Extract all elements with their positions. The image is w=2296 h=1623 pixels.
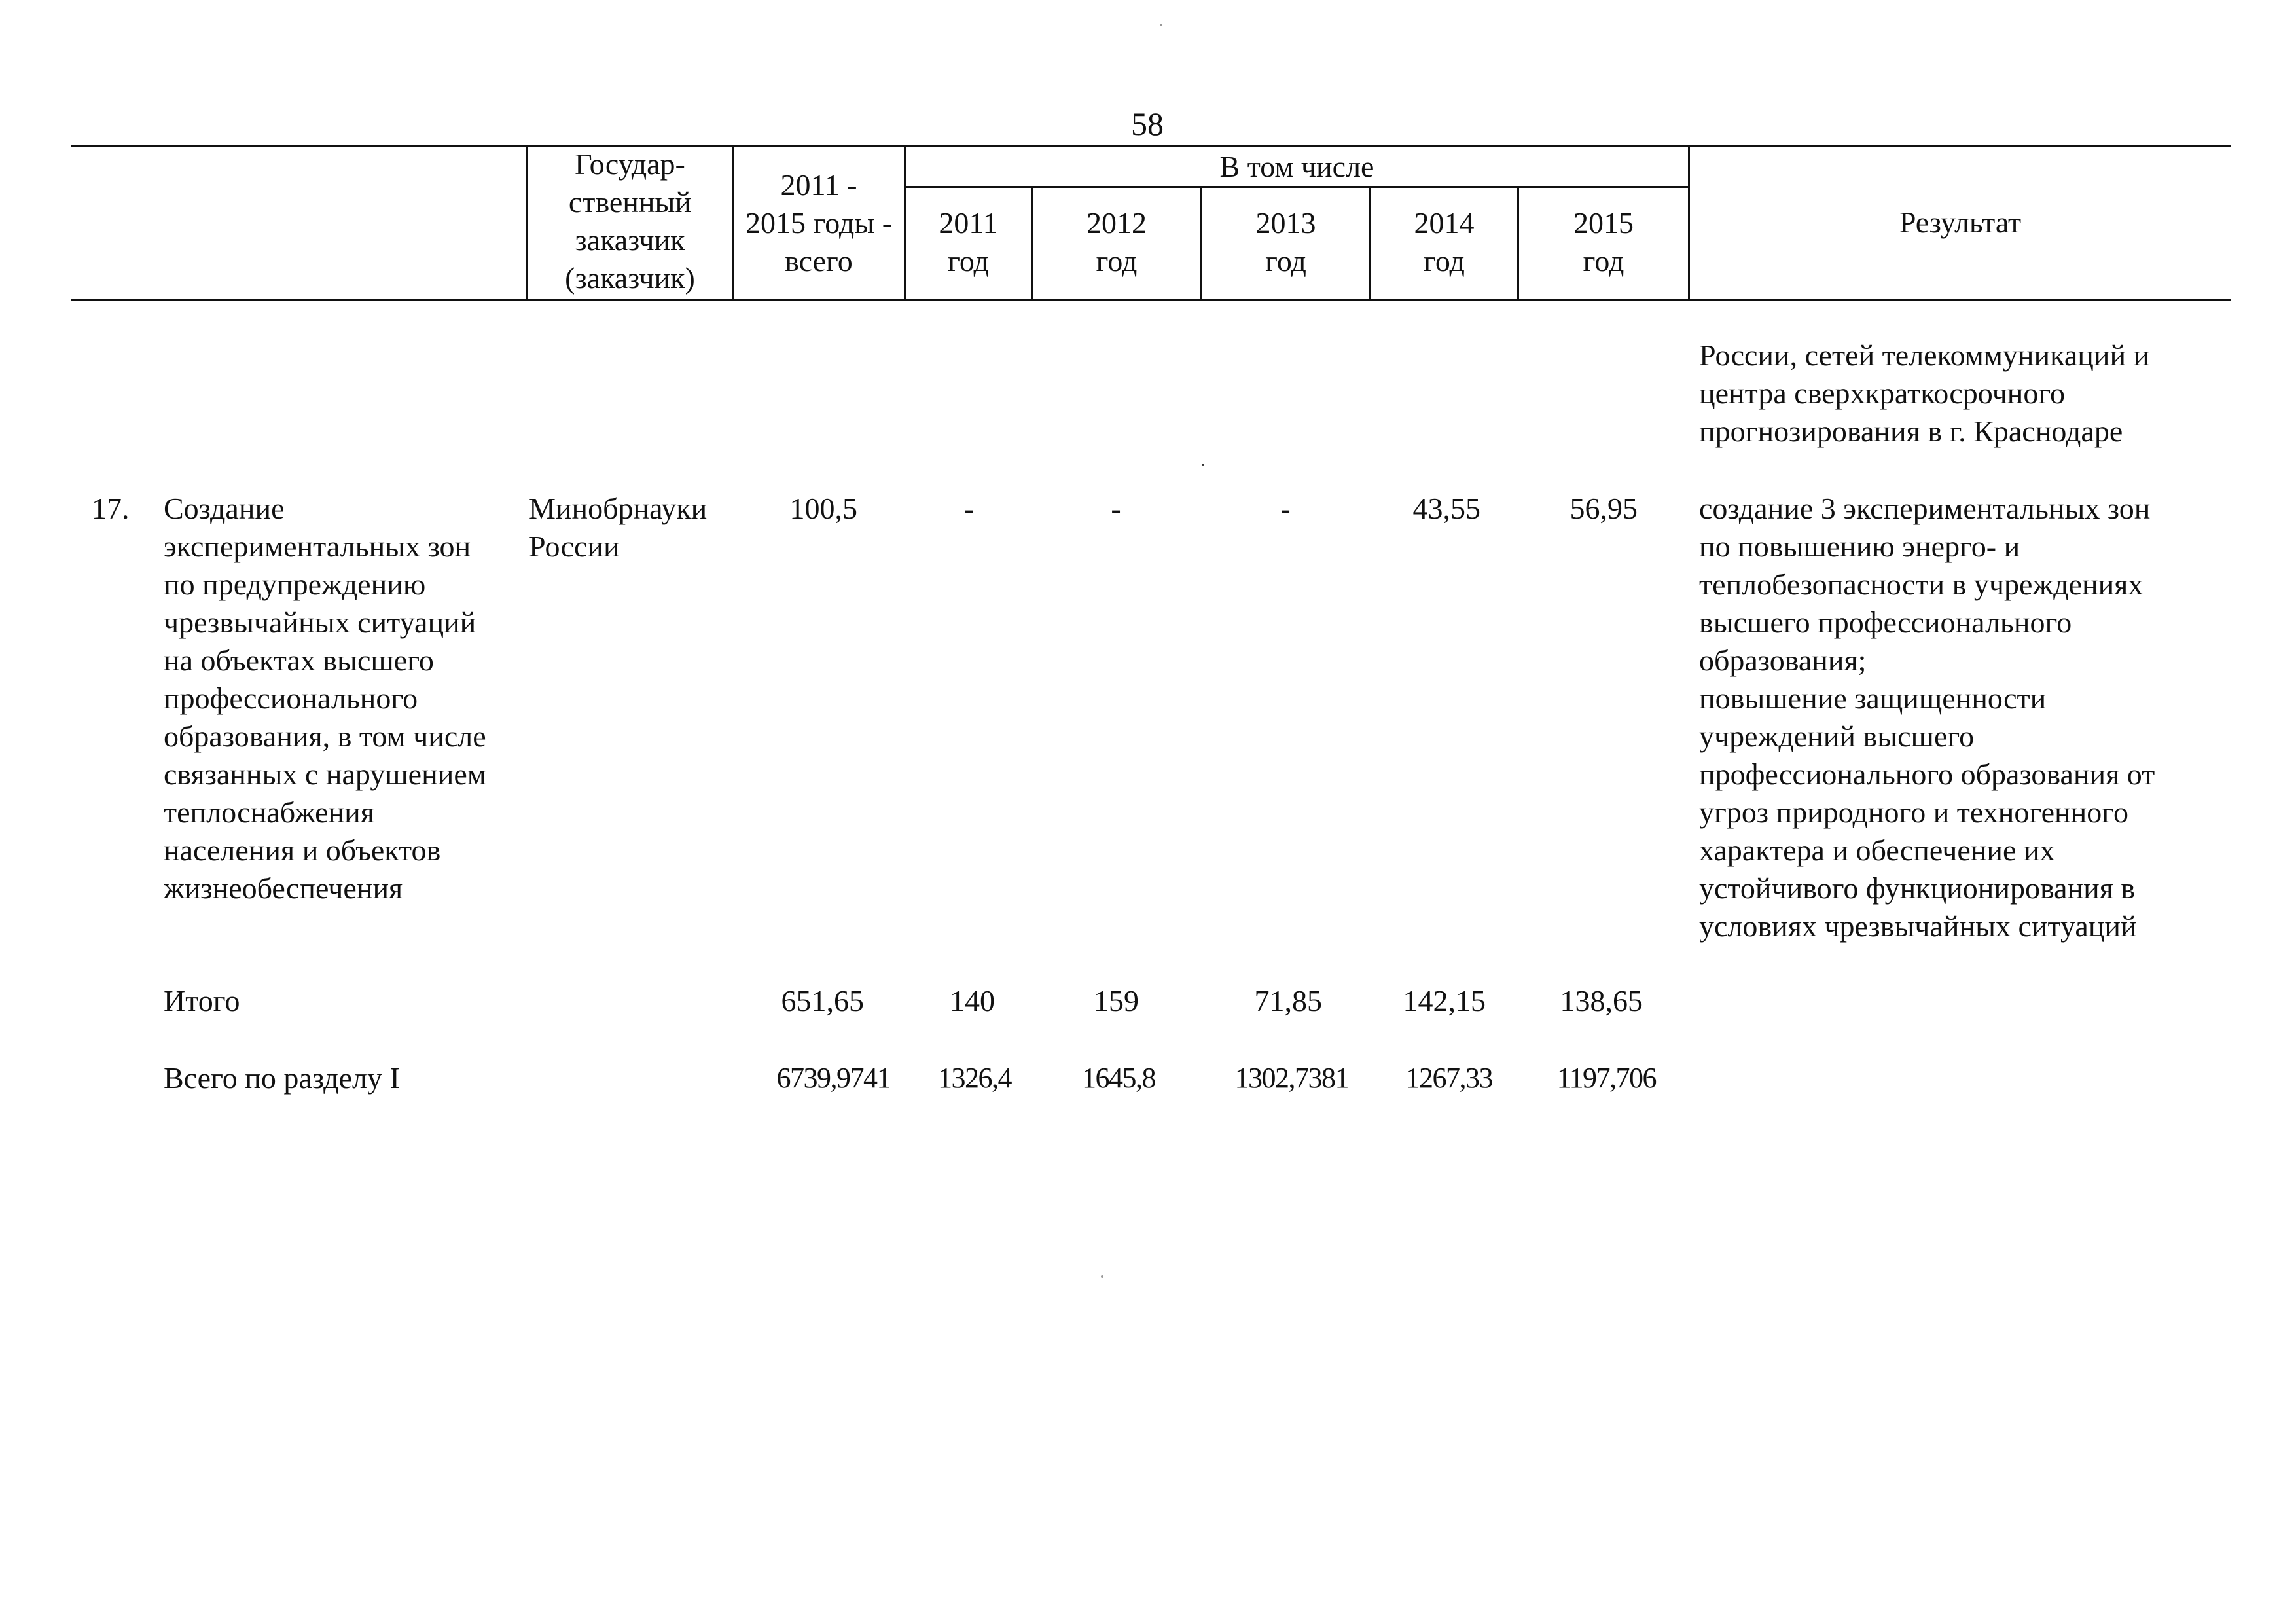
itogo-label: Итого [164,984,240,1017]
vsego-2011: 1326,4 [938,1062,1011,1094]
vsego-2015: 1197,706 [1556,1062,1656,1094]
row-17-total: 100,5 [789,492,857,525]
vsego-2014: 1267,33 [1405,1062,1492,1094]
itogo-total: 651,65 [781,984,864,1017]
itogo-2011: 140 [950,984,995,1017]
row-17-number: 17. [92,492,130,525]
scan-speck [1160,24,1162,26]
header-customer: Государ- ственный заказчик (заказчик) [565,147,695,295]
header-year-2013: 2013 год [1255,206,1316,278]
itogo-2015: 138,65 [1560,984,1643,1017]
header-year-2014: 2014 год [1414,206,1475,278]
header-bottom-rule [71,299,2231,301]
including-subrule [906,186,1689,188]
header-including: В том числе [1219,150,1374,183]
header-result: Результат [1899,206,2022,239]
header-total-period: 2011 - 2015 годы - всего [745,168,893,278]
vsego-2013: 1302,7381 [1234,1062,1348,1094]
header-year-2015: 2015 год [1573,206,1634,278]
itogo-2014: 142,15 [1403,984,1486,1017]
row-17-2014: 43,55 [1412,492,1480,525]
scan-speck [1202,464,1204,466]
row-17-result: создание 3 экспериментальных зон по повышению энерго- и теплобезопасности в учреждениях высшего профессионального образования; повышение защищенности учреждений высшего профессионального образования от угроз природного и техногенного характера и обеспечение их устойчивого функционирования в условиях чрезвычайных ситуаций [1699,492,2155,943]
row-17-2012: - [1111,492,1121,525]
header-top-rule [71,145,2231,147]
row-17-name: Создание экспериментальных зон по предупреждению чрезвычайных ситуаций на объектах высшего профессионального образования, в том числе связанных с нарушением теплоснабжения населения и объектов жизнеобеспечения [164,492,486,905]
scan-speck [1101,1275,1103,1278]
row-17-customer: Минобрнауки России [529,492,708,563]
vsego-total: 6739,9741 [776,1062,890,1094]
itogo-2013: 71,85 [1254,984,1322,1017]
header-year-2012: 2012 год [1086,206,1147,278]
row-17-2015: 56,95 [1570,492,1638,525]
continuation-result: России, сетей телекоммуникаций и центра сверхкраткосрочного прогнозирования в г. Краснодаре [1699,338,2150,448]
itogo-2012: 159 [1094,984,1139,1017]
vsego-2012: 1645,8 [1082,1062,1155,1094]
vsego-label: Всего по разделу I [164,1061,400,1095]
row-17-2011: - [963,492,974,525]
page-number: 58 [1131,105,1164,142]
header-year-2011: 2011 год [939,206,998,278]
row-17-2013: - [1280,492,1291,525]
